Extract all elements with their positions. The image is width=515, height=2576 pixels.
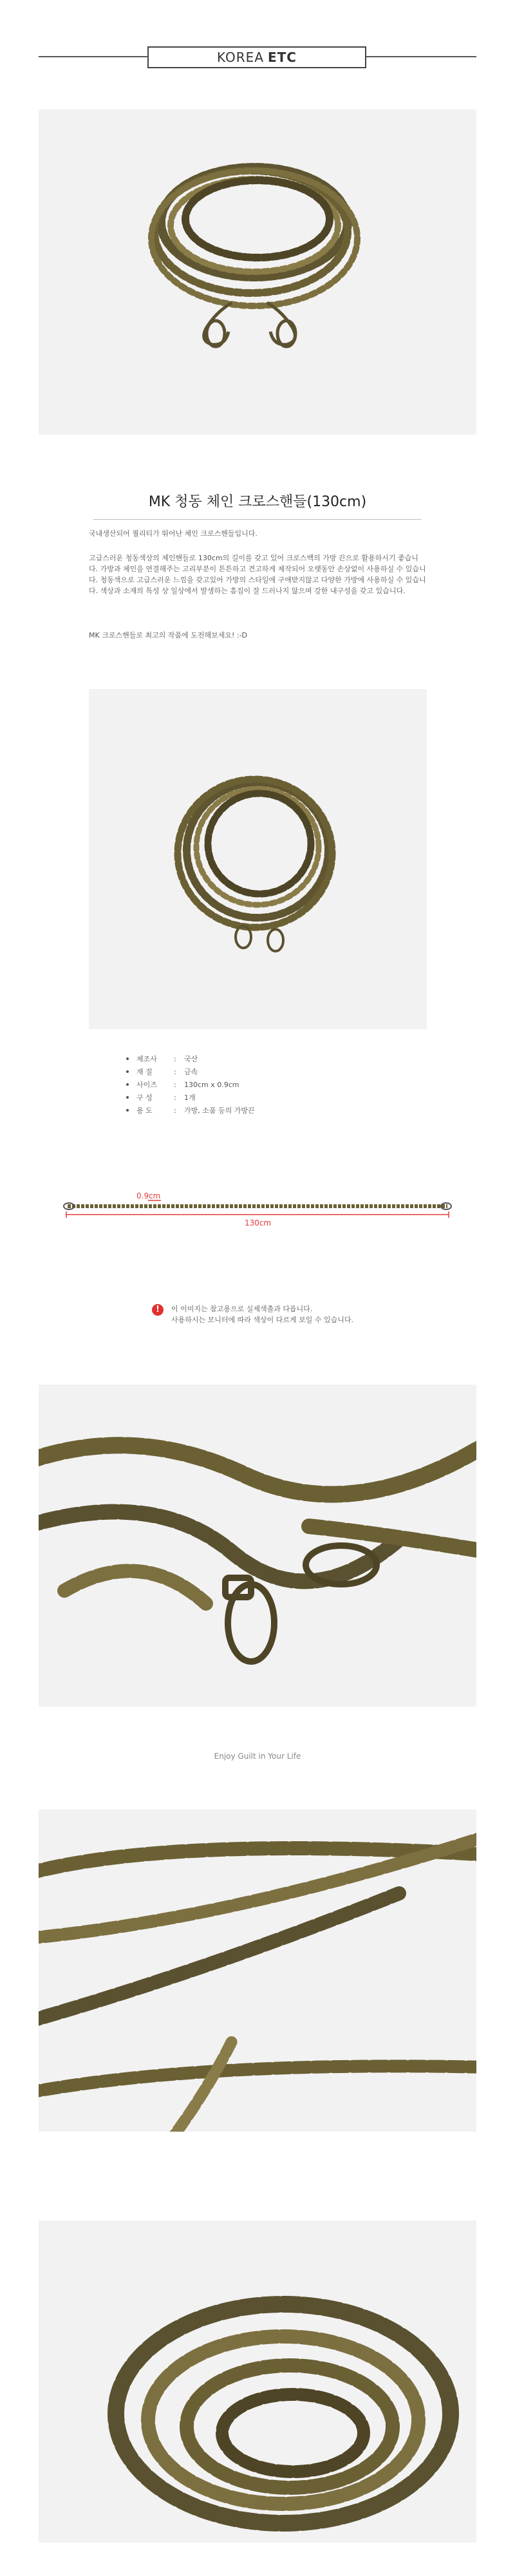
notice-line-1: 이 이미지는 참고용으로 실제색출과 다릅니다. (171, 1305, 313, 1313)
spec-row-usage: 용 도 : 가방, 소품 등의 가방끈 (126, 1104, 255, 1117)
spec-key: 사이즈 (136, 1081, 157, 1089)
length-label: 130cm (245, 1218, 272, 1227)
spec-row-composition: 구 성 : 1개 (126, 1091, 255, 1104)
notice-line-2: 사용하시는 모니터에 따라 색상이 다르게 보일 수 있습니다. (171, 1316, 353, 1324)
description-closing: MK 크로스핸들로 최고의 작품에 도전해보세요! :-D (89, 631, 248, 639)
notice-text (171, 1303, 353, 1325)
spec-value: 금속 (184, 1068, 198, 1076)
width-label: 0.9cm (136, 1191, 161, 1200)
header-rule-left (39, 56, 147, 57)
bullet-icon (126, 1057, 129, 1060)
bullet-icon (126, 1070, 129, 1073)
spec-list (126, 1052, 255, 1117)
bullet-icon (126, 1096, 129, 1099)
spec-row-material: 재 질 : 금속 (126, 1065, 255, 1078)
spec-key: 구 성 (136, 1094, 153, 1102)
spec-value: 130cm x 0.9cm (184, 1080, 239, 1089)
spec-key: 재 질 (136, 1068, 153, 1076)
brand-bold-text: ETC (268, 50, 297, 65)
product-photo-secondary (89, 689, 427, 1029)
spec-value: 가방, 소품 등의 가방끈 (184, 1106, 255, 1115)
title-divider (93, 519, 422, 520)
clasp-closeup-photo (39, 1385, 476, 1707)
brand-light-text: KOREA (217, 50, 264, 65)
dimension-diagram (61, 1185, 454, 1236)
bullet-icon (126, 1109, 129, 1112)
header-rule-right (366, 56, 476, 57)
spec-row-maker: 제조사 : 국산 (126, 1052, 255, 1065)
spec-key: 용 도 (136, 1106, 153, 1115)
warning-icon: ! (152, 1304, 164, 1316)
description-body: 고급스러운 청동색상의 체인핸들로 130cm의 길이를 갖고 있어 크로스백의 가방 끈으로 활용하시기 좋습니다. 가방과 체인을 연결해주는 고리부분이 튼튼하고 견고하게 제작되어 오랫동안 손상없이 사용하실 수 있습니다. 청동색으로 고급스러운 느낌을 갖고있어 가방의 스타일에 구애받지않고 다양한 가방에 사용하실 수 있습니다. 색상과 소재의 특성 상 일상에서 발생하는 흠집이 잘 드러나지 않으며 강한 내구성을 갖고 있습니다. (89, 554, 426, 595)
spec-value: 국산 (184, 1055, 198, 1063)
spec-key: 제조사 (136, 1055, 157, 1063)
tagline: Enjoy Guilt in Your Life (214, 1752, 301, 1761)
spec-row-size: 사이즈 : 130cm x 0.9cm (126, 1078, 255, 1091)
chain-detail-photo (39, 1810, 476, 2132)
bullet-icon (126, 1083, 129, 1086)
product-title: MK 청동 체인 크로스핸들(130cm) (148, 494, 367, 510)
spec-value: 1개 (184, 1094, 196, 1102)
product-photo-main (39, 109, 476, 435)
description-intro: 국내생산되어 퀄리티가 뛰어난 체인 크로스핸들입니다. (89, 529, 258, 538)
brand-banner (147, 46, 366, 68)
chain-coil-closeup-photo (39, 2221, 476, 2543)
